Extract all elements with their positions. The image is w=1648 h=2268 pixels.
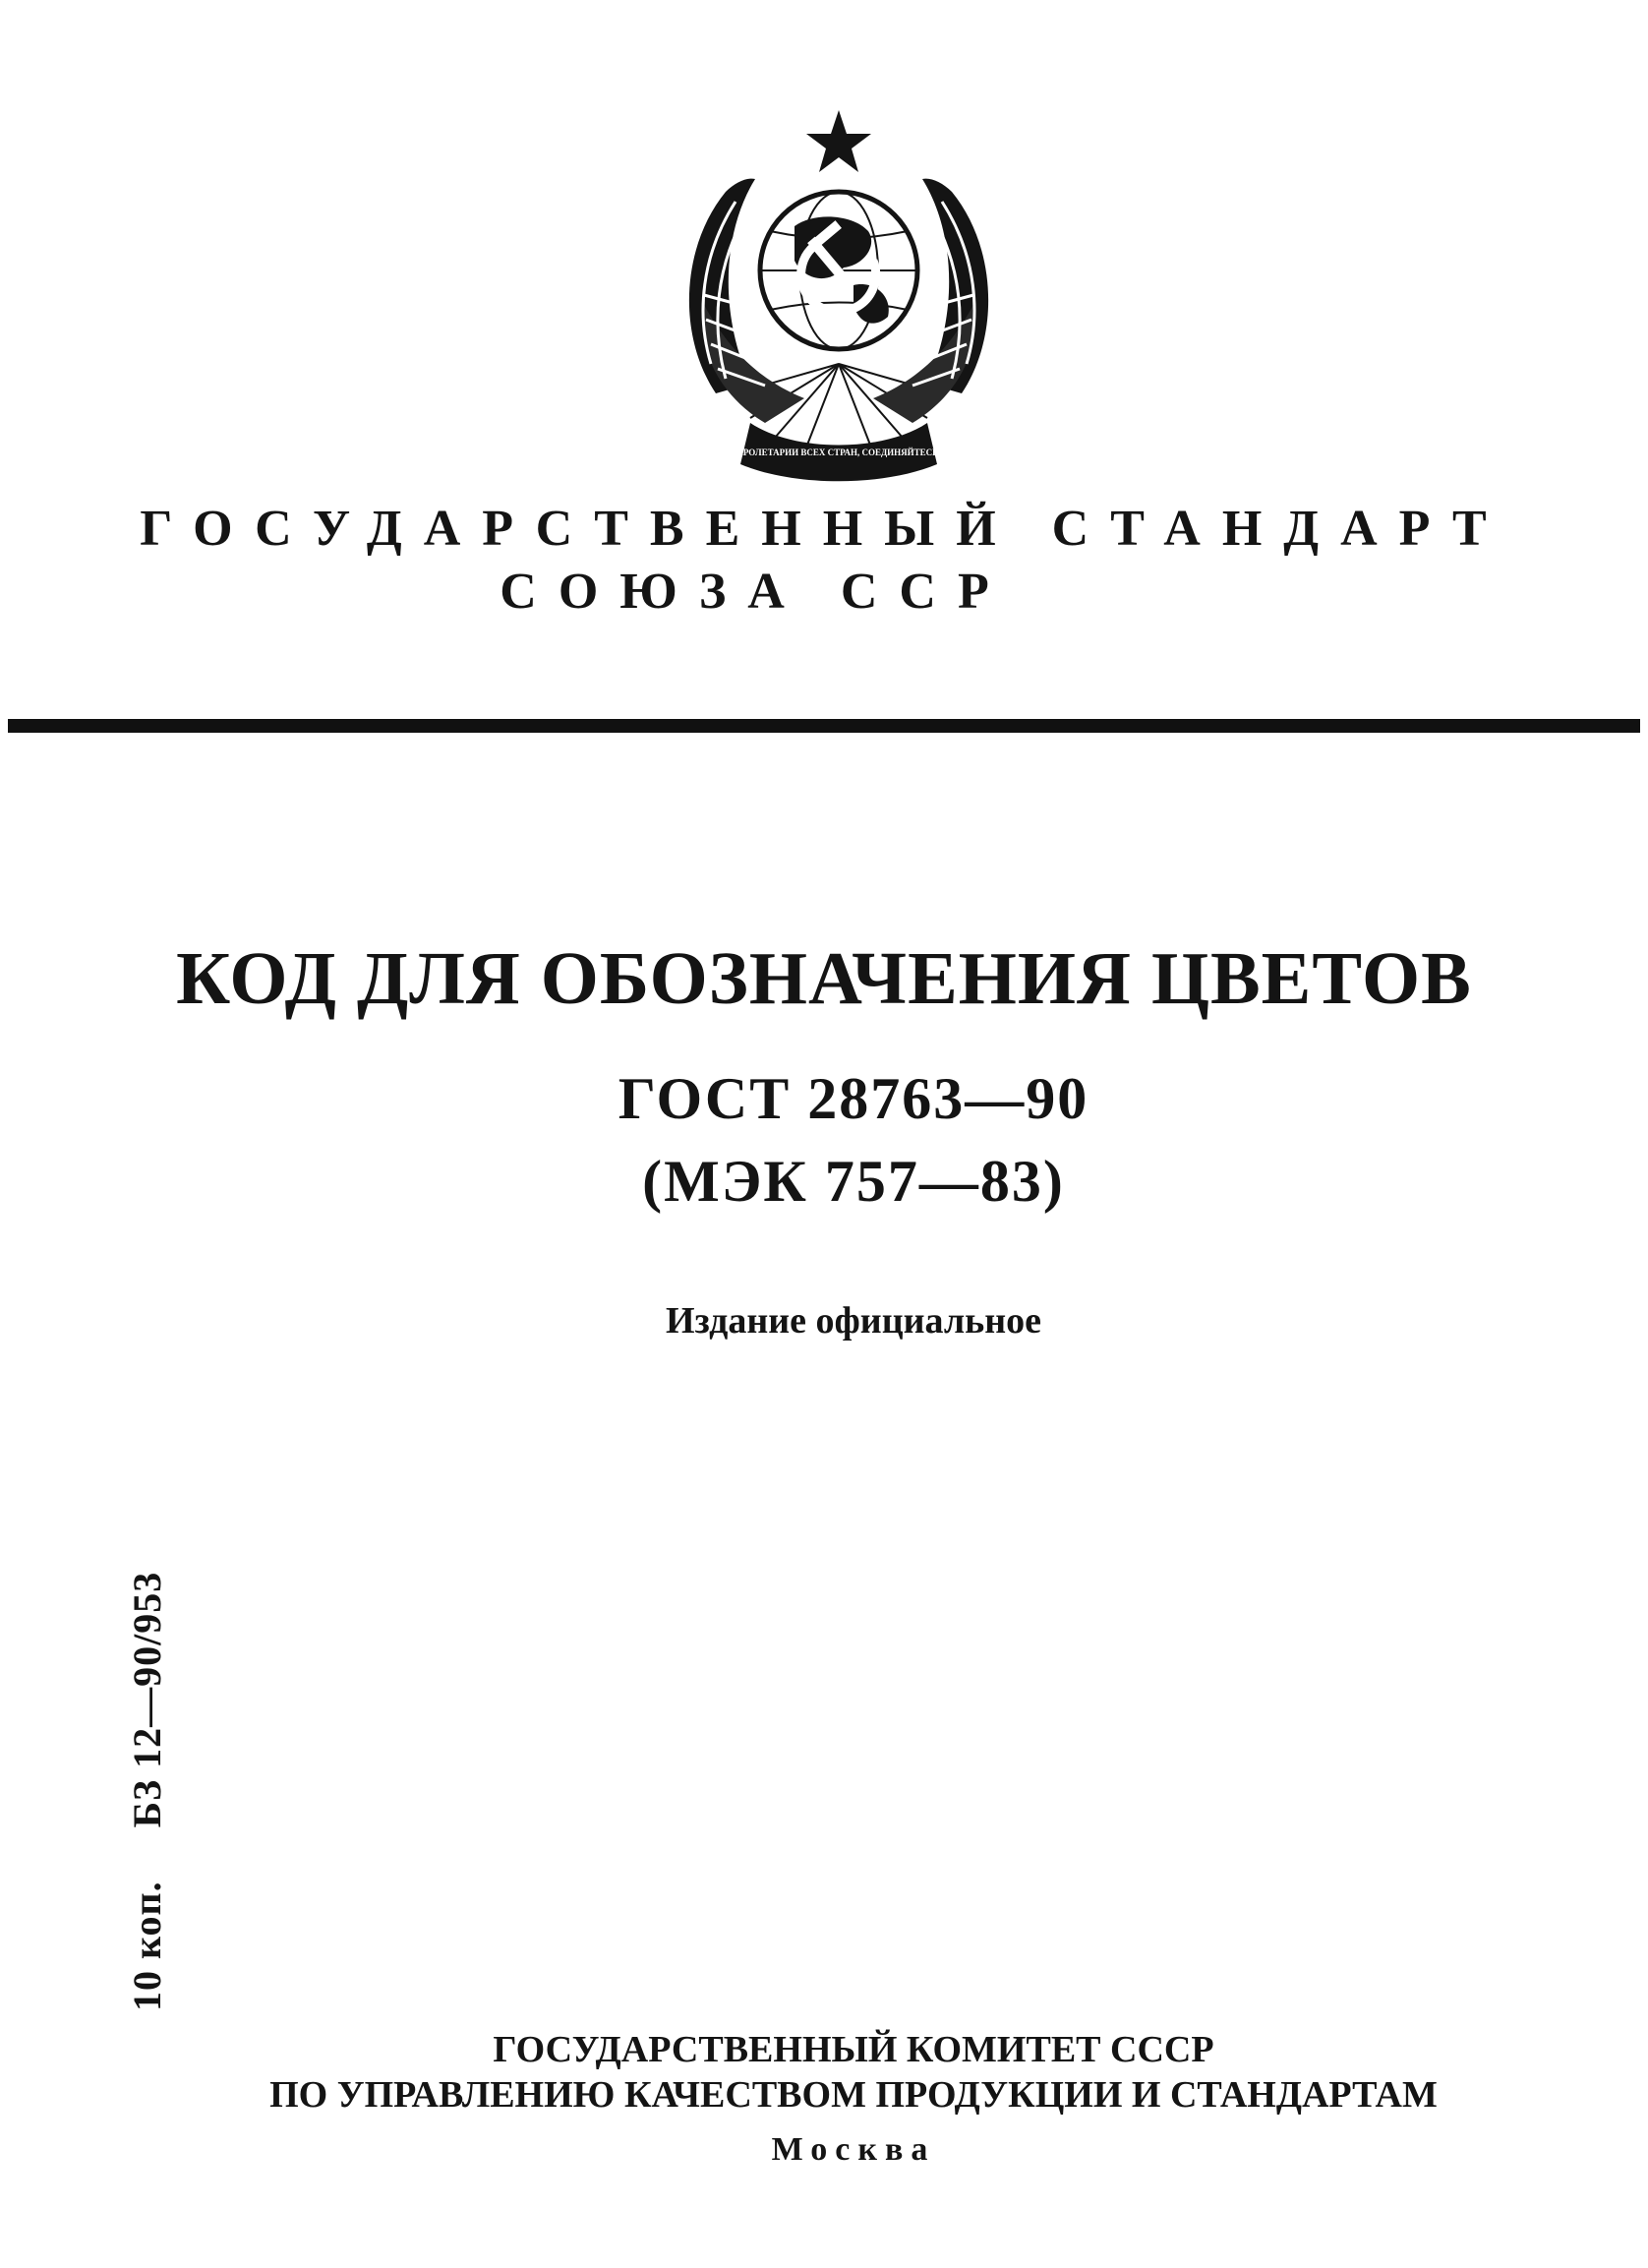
price-label: 10 коп.: [125, 1880, 169, 2011]
header-divider: [8, 719, 1640, 733]
catalog-code: БЗ 12—90/953: [125, 1571, 169, 1828]
document-title: КОД ДЛЯ ОБОЗНАЧЕНИЯ ЦВЕТОВ: [176, 937, 1472, 1020]
publisher-line-1: ГОСУДАРСТВЕННЫЙ КОМИТЕТ СССР: [493, 2029, 1214, 2070]
ussr-state-emblem-icon: [657, 98, 1021, 492]
publisher-city: Москва: [771, 2131, 936, 2168]
emblem-ribbon-motto: ПРОЛЕТАРИИ ВСЕХ СТРАН, СОЕДИНЯЙТЕСЬ!: [736, 448, 942, 457]
star-icon: [806, 110, 871, 172]
side-imprint: [126, 1572, 169, 2011]
header-state-standard: ГОСУДАРСТВЕННЫЙ СТАНДАРТ: [140, 501, 1508, 557]
official-edition-label: Издание официальное: [665, 1300, 1041, 1342]
iec-designation: (МЭК 757—83): [642, 1149, 1065, 1214]
gost-designation: ГОСТ 28763—90: [618, 1066, 1089, 1131]
publisher-line-2: ПО УПРАВЛЕНИЮ КАЧЕСТВОМ ПРОДУКЦИИ И СТАНДАРТАМ: [269, 2074, 1438, 2116]
header-ussr: СОЮЗА ССР: [500, 564, 1011, 620]
